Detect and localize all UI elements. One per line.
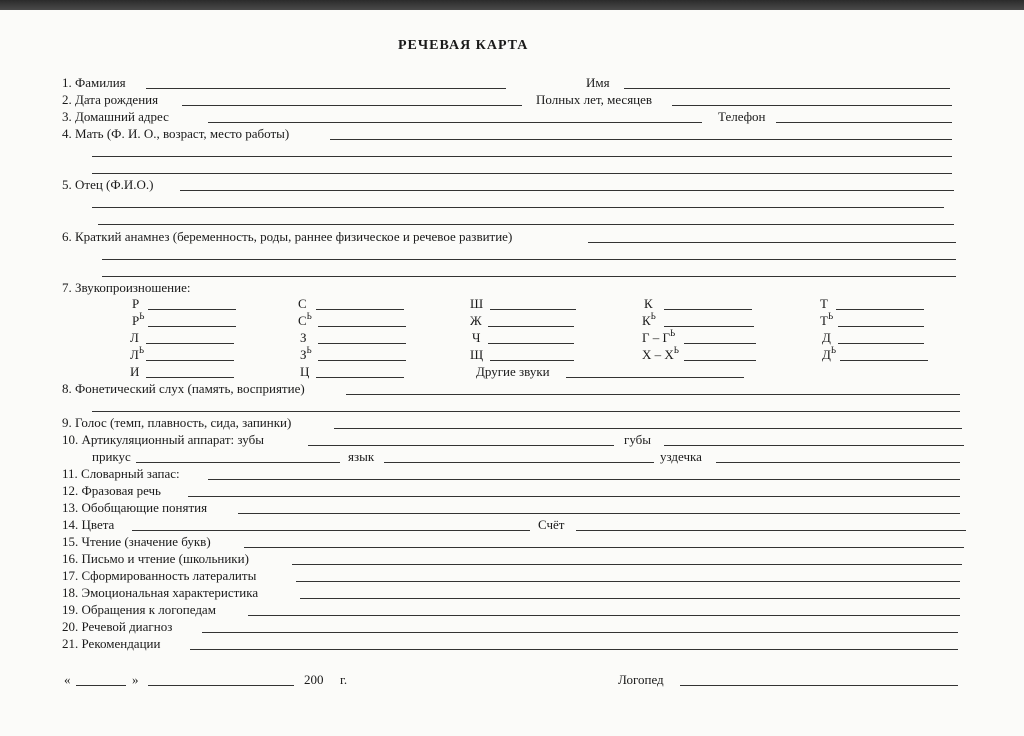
open-quote: «: [64, 672, 71, 687]
sound-z-soft: $З^Ь$: [300, 344, 312, 362]
sound-ch-line[interactable]: [488, 343, 574, 344]
sound-c: Ц: [300, 364, 310, 379]
sound-z-soft-line[interactable]: [318, 360, 406, 361]
sound-shch: Щ: [470, 347, 484, 362]
label-sound-pronunciation: 7. Звукопроизношение:: [62, 280, 191, 295]
day-line[interactable]: [76, 685, 126, 686]
sound-r-soft: $Р^Ь$: [132, 310, 145, 328]
mother-line-3[interactable]: [92, 173, 952, 174]
sound-z: З: [300, 330, 307, 345]
sound-zh: Ж: [470, 313, 482, 328]
label-phone: Телефон: [718, 109, 766, 124]
label-father: 5. Отец (Ф.И.О.): [62, 177, 154, 192]
label-reading: 15. Чтение (значение букв): [62, 534, 211, 549]
label-writing: 16. Письмо и чтение (школьники): [62, 551, 249, 566]
surname-line[interactable]: [146, 88, 506, 89]
sound-r: Р: [132, 296, 140, 311]
label-lips: губы: [624, 432, 652, 447]
sound-t: Т: [820, 296, 828, 311]
address-line[interactable]: [208, 122, 702, 123]
sound-s-soft: $С^Ь$: [298, 310, 312, 328]
frenulum-line[interactable]: [716, 462, 960, 463]
other-sounds-line[interactable]: [566, 377, 744, 378]
mother-line-1[interactable]: [330, 139, 952, 140]
father-line-2[interactable]: [92, 207, 944, 208]
reading-line[interactable]: [244, 547, 964, 548]
teeth-line[interactable]: [308, 445, 614, 446]
lips-line[interactable]: [664, 445, 964, 446]
bite-line[interactable]: [136, 462, 340, 463]
sound-g-line[interactable]: [684, 343, 756, 344]
sound-d-soft-line[interactable]: [840, 360, 928, 361]
sound-t-soft-line[interactable]: [838, 326, 924, 327]
colors-line[interactable]: [132, 530, 530, 531]
speech-diagnosis-line[interactable]: [202, 632, 958, 633]
label-colors: 14. Цвета: [62, 517, 115, 532]
sound-d-soft: $Д^Ь$: [822, 344, 837, 362]
sound-zh-line[interactable]: [488, 326, 574, 327]
sound-t-line[interactable]: [836, 309, 924, 310]
scan-edge-bar: [0, 0, 1024, 10]
sound-g: Г – $Г^Ь$: [642, 327, 676, 345]
sound-s-soft-line[interactable]: [318, 326, 406, 327]
sound-t-soft: $Т^Ь$: [820, 310, 834, 328]
label-address: 3. Домашний адрес: [62, 109, 169, 124]
sound-k-soft-line[interactable]: [664, 326, 754, 327]
sound-r-soft-line[interactable]: [148, 326, 236, 327]
anamnesis-line-1[interactable]: [588, 242, 956, 243]
page-title: РЕЧЕВАЯ КАРТА: [398, 38, 529, 53]
logoped-signature-line[interactable]: [680, 685, 958, 686]
sound-l: Л: [130, 330, 139, 345]
anamnesis-line-2[interactable]: [102, 259, 956, 260]
month-line[interactable]: [148, 685, 294, 686]
sound-sh: Ш: [470, 296, 484, 311]
father-line-3[interactable]: [98, 224, 954, 225]
sound-l-soft: $Л^Ь$: [130, 344, 144, 362]
sound-z-line[interactable]: [318, 343, 406, 344]
age-line[interactable]: [672, 105, 952, 106]
sound-i-line[interactable]: [146, 377, 234, 378]
sound-l-line[interactable]: [146, 343, 234, 344]
name-line[interactable]: [624, 88, 950, 89]
sound-k-line[interactable]: [664, 309, 752, 310]
label-phrase-speech: 12. Фразовая речь: [62, 483, 161, 498]
father-line-1[interactable]: [180, 190, 954, 191]
recommendations-line[interactable]: [190, 649, 958, 650]
label-emotional: 18. Эмоциональная характеристика: [62, 585, 259, 600]
tongue-line[interactable]: [384, 462, 654, 463]
vocabulary-line[interactable]: [208, 479, 960, 480]
label-phonetic-hearing: 8. Фонетический слух (память, восприятие): [62, 381, 305, 396]
phonetic-hearing-line-2[interactable]: [92, 411, 960, 412]
label-other-sounds: Другие звуки: [476, 364, 550, 379]
sound-h: Х – $Х^Ь$: [642, 344, 679, 362]
voice-line[interactable]: [334, 428, 962, 429]
label-bite: прикус: [92, 449, 131, 464]
sound-c-line[interactable]: [316, 377, 404, 378]
sound-l-soft-line[interactable]: [146, 360, 234, 361]
label-birthdate: 2. Дата рождения: [62, 92, 159, 107]
sound-d: Д: [822, 330, 831, 345]
sound-d-line[interactable]: [838, 343, 924, 344]
sound-ch: Ч: [472, 330, 481, 345]
label-age: Полных лет, месяцев: [536, 92, 653, 107]
sound-s-line[interactable]: [316, 309, 404, 310]
mother-line-2[interactable]: [92, 156, 952, 157]
sound-i: И: [130, 364, 140, 379]
phone-line[interactable]: [776, 122, 952, 123]
emotional-line[interactable]: [300, 598, 960, 599]
label-speech-diagnosis: 20. Речевой диагноз: [62, 619, 173, 634]
year-prefix: 200: [304, 672, 324, 687]
counting-line[interactable]: [576, 530, 966, 531]
sound-k-soft: $К^Ь$: [642, 310, 656, 328]
label-articulation: 10. Артикуляционный аппарат: зубы: [62, 432, 264, 447]
writing-line[interactable]: [292, 564, 962, 565]
birthdate-line[interactable]: [182, 105, 522, 106]
generalizing-line[interactable]: [238, 513, 960, 514]
sound-s: С: [298, 296, 307, 311]
close-quote: »: [132, 672, 139, 687]
anamnesis-line-3[interactable]: [102, 276, 956, 277]
label-frenulum: уздечка: [660, 449, 702, 464]
label-anamnesis: 6. Краткий анамнез (беременность, роды, раннее физическое и речевое развитие): [62, 229, 513, 244]
laterality-line[interactable]: [296, 581, 960, 582]
label-vocabulary: 11. Словарный запас:: [62, 466, 180, 481]
sound-r-line[interactable]: [148, 309, 236, 310]
sound-k: К: [644, 296, 653, 311]
label-logoped: Логопед: [618, 672, 664, 687]
sound-sh-line[interactable]: [490, 309, 576, 310]
label-speech-therapist-visits: 19. Обращения к логопедам: [62, 602, 216, 617]
speech-therapist-visits-line[interactable]: [248, 615, 960, 616]
label-surname: 1. Фамилия: [62, 75, 126, 90]
label-recommendations: 21. Рекомендации: [62, 636, 161, 651]
label-laterality: 17. Сформированность латералиты: [62, 568, 257, 583]
year-suffix: г.: [340, 672, 348, 687]
label-voice: 9. Голос (темп, плавность, сида, запинки): [62, 415, 292, 430]
label-tongue: язык: [348, 449, 375, 464]
label-mother: 4. Мать (Ф. И. О., возраст, место работы): [62, 126, 290, 141]
label-counting: Счёт: [538, 517, 565, 532]
sound-h-line[interactable]: [684, 360, 756, 361]
label-name: Имя: [586, 75, 610, 90]
sound-shch-line[interactable]: [490, 360, 574, 361]
phonetic-hearing-line-1[interactable]: [346, 394, 960, 395]
label-generalizing: 13. Обобщающие понятия: [62, 500, 208, 515]
phrase-speech-line[interactable]: [188, 496, 960, 497]
